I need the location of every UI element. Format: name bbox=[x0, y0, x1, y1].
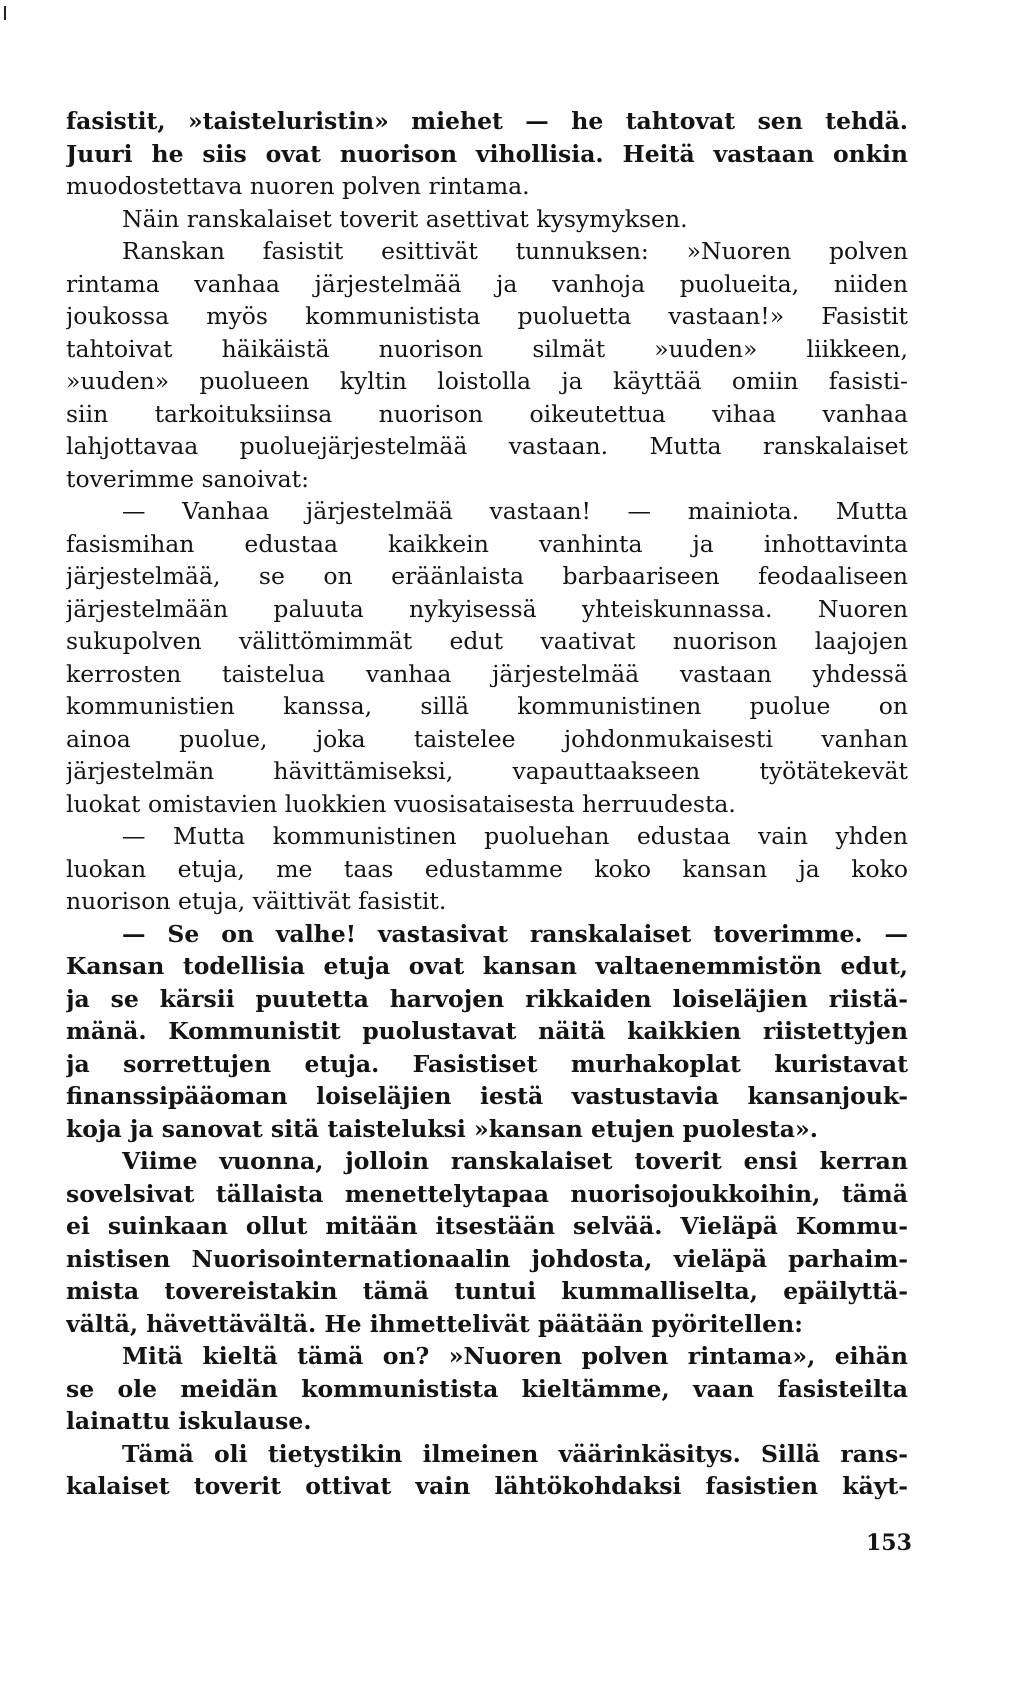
text-line: ainoa puolue, joka taistelee johdonmukaisesti vanhan bbox=[66, 724, 908, 753]
text-line: nuorison etuja, väittivät fasistit. bbox=[66, 887, 447, 915]
text-line: Viime vuonna, jolloin ranskalaiset toverit ensi kerran bbox=[122, 1147, 908, 1175]
text-line: toverimme sanoivat: bbox=[66, 464, 309, 493]
page-number: 153 bbox=[866, 1530, 912, 1556]
text-line: se ole meidän kommunistista kieltämme, vaan fasisteilta bbox=[66, 1374, 908, 1403]
text-line: kerrosten taistelua vanhaa järjestelmää vastaan yhdessä bbox=[66, 659, 908, 688]
scan-edge-mark bbox=[4, 6, 6, 20]
text-line: joukossa myös kommunistista puoluetta vastaan!» Fasistit bbox=[66, 302, 908, 330]
text-line: siin tarkoituksiinsa nuorison oikeutettua vihaa vanhaa bbox=[66, 399, 908, 428]
text-line: Tämä oli tietystikin ilmeinen väärinkäsitys. Sillä rans- bbox=[122, 1439, 908, 1468]
text-line: Juuri he siis ovat nuorison vihollisia. Heitä vastaan onkin bbox=[66, 139, 908, 168]
text-line: ja sorrettujen etuja. Fasistiset murhakoplat kuristavat bbox=[66, 1049, 908, 1078]
text-line: kalaiset toverit ottivat vain lähtökohdaksi fasistien käyt- bbox=[66, 1472, 908, 1500]
text-line: Ranskan fasistit esittivät tunnuksen: »Nuoren polven bbox=[122, 237, 908, 265]
text-line: luokan etuja, me taas edustamme koko kansan ja koko bbox=[66, 854, 908, 883]
text-line: — Se on valhe! vastasivat ranskalaiset toverimme. — bbox=[122, 919, 908, 948]
text-line: »uuden» puolueen kyltin loistolla ja käyttää omiin fasisti- bbox=[66, 367, 908, 395]
text-line: järjestelmän hävittämiseksi, vapauttaakseen työtätekevät bbox=[66, 757, 908, 785]
text-line: finanssipääoman loiseläjien iestä vastustavia kansanjouk- bbox=[66, 1082, 908, 1110]
text-line: lahjottavaa puoluejärjestelmää vastaan. Mutta ranskalaiset bbox=[66, 432, 908, 460]
body-text bbox=[66, 105, 908, 1503]
text-line: mänä. Kommunistit puolustavat näitä kaikkien riistettyjen bbox=[66, 1017, 908, 1045]
text-line: mista tovereistakin tämä tuntui kummalliselta, epäilyttä- bbox=[66, 1277, 908, 1305]
text-line: — Mutta kommunistinen puoluehan edustaa vain yhden bbox=[122, 822, 908, 850]
text-line: järjestelmään paluuta nykyisessä yhteiskunnassa. Nuoren bbox=[66, 594, 908, 623]
text-line: järjestelmää, se on eräänlaista barbaariseen feodaaliseen bbox=[66, 562, 908, 590]
text-line: fasistit, »taisteluristin» miehet — he tahtovat sen tehdä. bbox=[66, 107, 908, 135]
text-line: koja ja sanovat sitä taisteluksi »kansan etujen puolesta». bbox=[66, 1114, 818, 1143]
text-line: lainattu iskulause. bbox=[66, 1407, 312, 1435]
text-line: rintama vanhaa järjestelmää ja vanhoja puolueita, niiden bbox=[66, 269, 908, 298]
text-line: Mitä kieltä tämä on? »Nuoren polven rintama», eihän bbox=[122, 1342, 908, 1370]
text-line: ja se kärsii puutetta harvojen rikkaiden loiseläjien riistä- bbox=[66, 984, 908, 1013]
text-line: kommunistien kanssa, sillä kommunistinen puolue on bbox=[66, 692, 908, 720]
text-line: tahtoivat häikäistä nuorison silmät »uuden» liikkeen, bbox=[66, 334, 908, 363]
text-line: muodostettava nuoren polven rintama. bbox=[66, 172, 530, 200]
text-line: fasismihan edustaa kaikkein vanhinta ja inhottavinta bbox=[66, 529, 908, 558]
text-line: — Vanhaa järjestelmää vastaan! — mainiota. Mutta bbox=[122, 497, 908, 525]
text-line: sukupolven välittömimmät edut vaativat nuorison laajojen bbox=[66, 627, 908, 655]
text-line: Kansan todellisia etuja ovat kansan valtaenemmistön edut, bbox=[66, 952, 908, 980]
text-line: ei suinkaan ollut mitään itsestään selvää. Vieläpä Kommu- bbox=[66, 1212, 908, 1240]
text-line: nistisen Nuorisointernationaalin johdosta, vieläpä parhaim- bbox=[66, 1244, 908, 1273]
text-line: sovelsivat tällaista menettelytapaa nuorisojoukkoihin, tämä bbox=[66, 1179, 908, 1208]
text-line: Näin ranskalaiset toverit asettivat kysymyksen. bbox=[122, 204, 688, 233]
text-line: luokat omistavien luokkien vuosisataisesta herruudesta. bbox=[66, 789, 736, 818]
text-line: vältä, hävettävältä. He ihmettelivät päätään pyöritellen: bbox=[66, 1309, 803, 1338]
